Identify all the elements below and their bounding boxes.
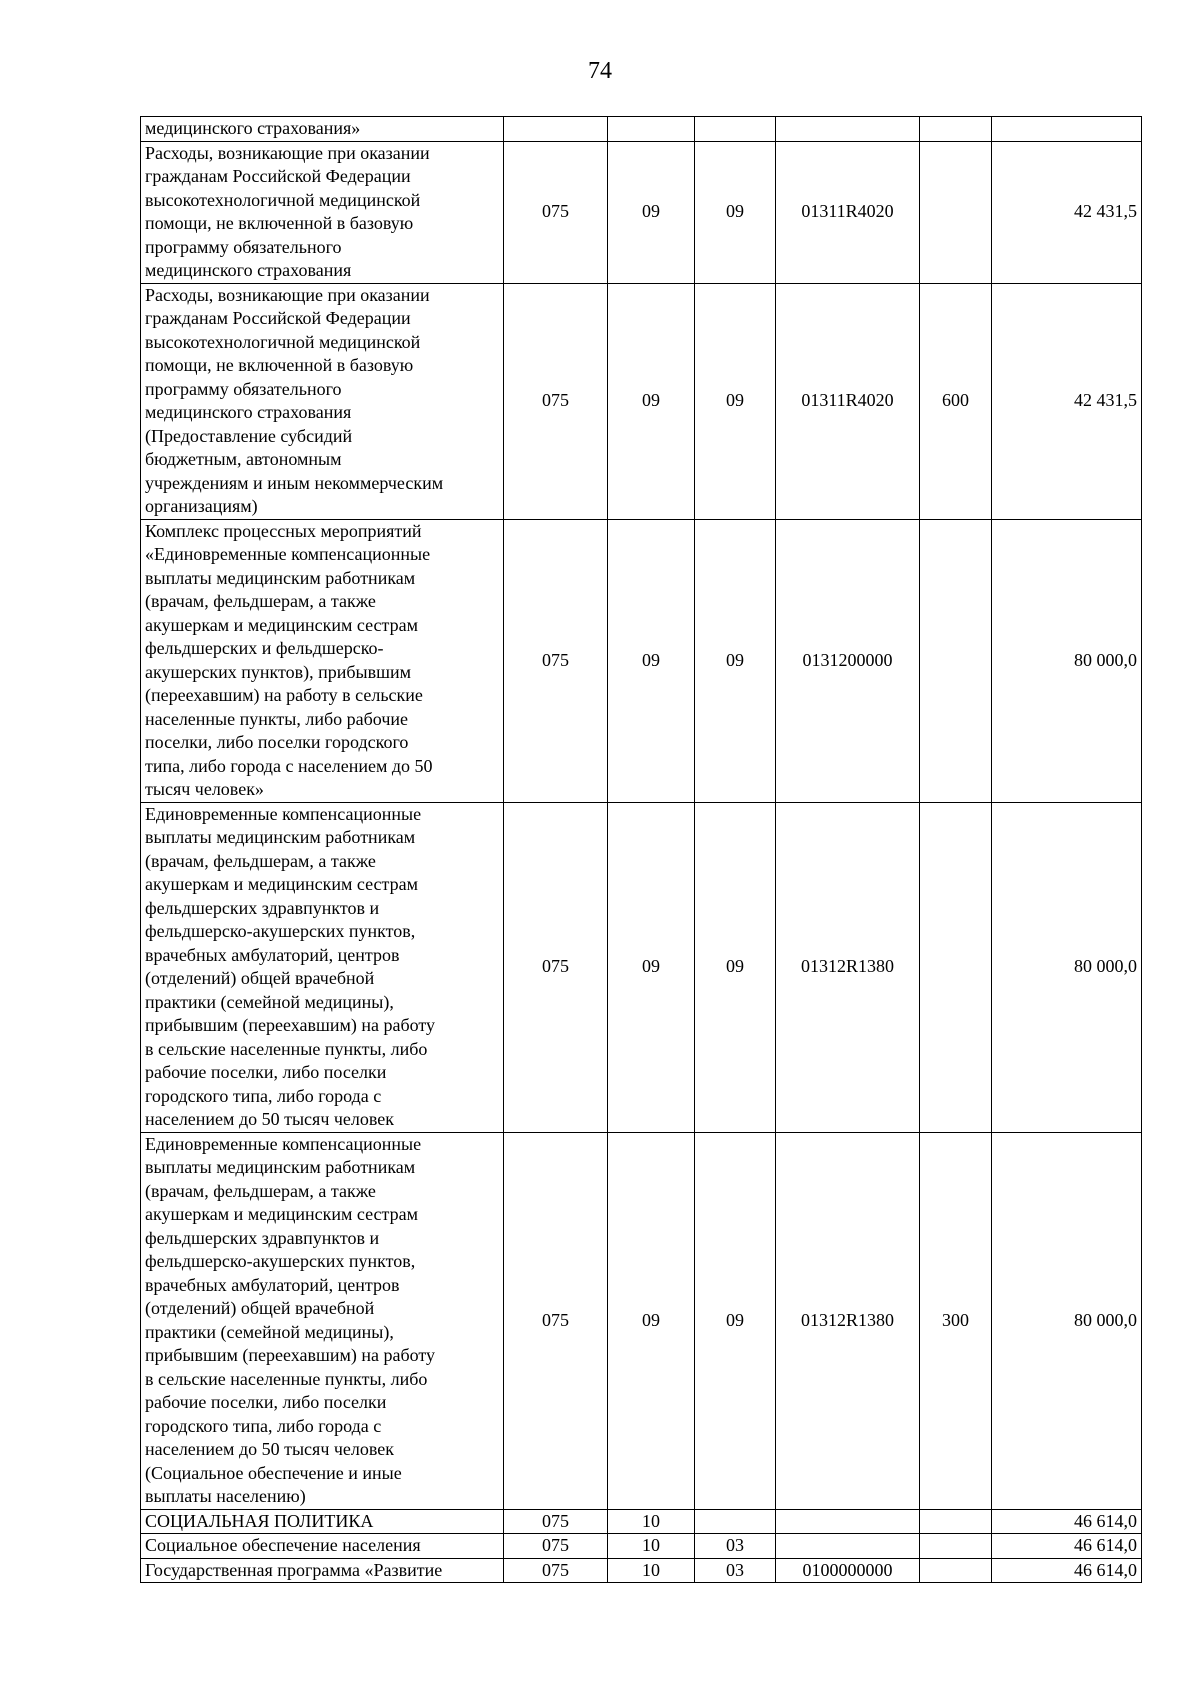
- subsection-code: 09: [695, 802, 776, 1132]
- expense-type-code: [920, 1558, 992, 1583]
- expense-type-code: 600: [920, 283, 992, 519]
- target-article-code: [776, 1534, 920, 1559]
- budget-table: [140, 116, 1142, 1583]
- target-article-code: 0131200000: [776, 519, 920, 802]
- section-code: 10: [608, 1509, 695, 1534]
- row-description: СОЦИАЛЬНАЯ ПОЛИТИКА: [141, 1509, 504, 1534]
- amount: 46 614,0: [992, 1534, 1142, 1559]
- target-article-code: [776, 117, 920, 142]
- row-description: Расходы, возникающие при оказании гражданам Российской Федерации высокотехнологичной медицинской помощи, не включенной в базовую программу обязательного медицинского страхования: [141, 141, 504, 283]
- department-code: 075: [504, 1534, 608, 1559]
- department-code: 075: [504, 802, 608, 1132]
- amount: 80 000,0: [992, 1132, 1142, 1509]
- expense-type-code: [920, 117, 992, 142]
- target-article-code: 01312R1380: [776, 802, 920, 1132]
- amount: 42 431,5: [992, 283, 1142, 519]
- subsection-code: 09: [695, 141, 776, 283]
- department-code: 075: [504, 519, 608, 802]
- row-description: медицинского страхования»: [141, 117, 504, 142]
- subsection-code: [695, 1509, 776, 1534]
- section-code: 09: [608, 802, 695, 1132]
- expense-type-code: [920, 141, 992, 283]
- subsection-code: 09: [695, 283, 776, 519]
- table-row: [141, 141, 1142, 283]
- row-description: Единовременные компенсационные выплаты медицинским работникам (врачам, фельдшерам, а также акушеркам и медицинским сестрам фельдшерских здравпунктов и фельдшерско-акушерских пунктов, врачебных амбулаторий, центров (отделений) общей врачебной практики (семейной медицины), прибывшим (переехавшим) на работу в сельские населенные пункты, либо рабочие поселки, либо поселки городского типа, либо города с населением до 50 тысяч человек (Социальное обеспечение и иные выплаты населению): [141, 1132, 504, 1509]
- table-row: [141, 1534, 1142, 1559]
- amount: [992, 117, 1142, 142]
- amount: 80 000,0: [992, 802, 1142, 1132]
- table-row: [141, 1132, 1142, 1509]
- subsection-code: 03: [695, 1534, 776, 1559]
- expense-type-code: [920, 802, 992, 1132]
- amount: 46 614,0: [992, 1558, 1142, 1583]
- section-code: 09: [608, 141, 695, 283]
- expense-type-code: [920, 1534, 992, 1559]
- table-row: [141, 519, 1142, 802]
- department-code: 075: [504, 1509, 608, 1534]
- section-code: 09: [608, 519, 695, 802]
- target-article-code: 01311R4020: [776, 283, 920, 519]
- department-code: 075: [504, 1132, 608, 1509]
- section-code: 10: [608, 1534, 695, 1559]
- amount: 42 431,5: [992, 141, 1142, 283]
- table-row: [141, 117, 1142, 142]
- table-row: [141, 1558, 1142, 1583]
- department-code: 075: [504, 141, 608, 283]
- page-number: 74: [588, 58, 612, 84]
- section-code: 09: [608, 283, 695, 519]
- section-code: 10: [608, 1558, 695, 1583]
- row-description: Единовременные компенсационные выплаты медицинским работникам (врачам, фельдшерам, а также акушеркам и медицинским сестрам фельдшерских здравпунктов и фельдшерско-акушерских пунктов, врачебных амбулаторий, центров (отделений) общей врачебной практики (семейной медицины), прибывшим (переехавшим) на работу в сельские населенные пункты, либо рабочие поселки, либо поселки городского типа, либо города с населением до 50 тысяч человек: [141, 802, 504, 1132]
- table-row: [141, 283, 1142, 519]
- row-description: Государственная программа «Развитие: [141, 1558, 504, 1583]
- expense-type-code: [920, 519, 992, 802]
- target-article-code: [776, 1509, 920, 1534]
- expense-type-code: [920, 1509, 992, 1534]
- subsection-code: 09: [695, 1132, 776, 1509]
- table-row: [141, 802, 1142, 1132]
- expense-type-code: 300: [920, 1132, 992, 1509]
- table-row: [141, 1509, 1142, 1534]
- section-code: 09: [608, 1132, 695, 1509]
- department-code: 075: [504, 1558, 608, 1583]
- department-code: 075: [504, 283, 608, 519]
- row-description: Социальное обеспечение населения: [141, 1534, 504, 1559]
- section-code: [608, 117, 695, 142]
- department-code: [504, 117, 608, 142]
- target-article-code: 0100000000: [776, 1558, 920, 1583]
- target-article-code: 01311R4020: [776, 141, 920, 283]
- subsection-code: [695, 117, 776, 142]
- subsection-code: 03: [695, 1558, 776, 1583]
- row-description: Расходы, возникающие при оказании гражданам Российской Федерации высокотехнологичной медицинской помощи, не включенной в базовую программу обязательного медицинского страхования (Предоставление субсидий бюджетным, автономным учреждениям и иным некоммерческим организациям): [141, 283, 504, 519]
- amount: 80 000,0: [992, 519, 1142, 802]
- target-article-code: 01312R1380: [776, 1132, 920, 1509]
- subsection-code: 09: [695, 519, 776, 802]
- amount: 46 614,0: [992, 1509, 1142, 1534]
- row-description: Комплекс процессных мероприятий «Единовременные компенсационные выплаты медицинским работникам (врачам, фельдшерам, а также акушеркам и медицинским сестрам фельдшерских и фельдшерско- акушерских пунктов), прибывшим (переехавшим) на работу в сельские населенные пункты, либо рабочие поселки, либо поселки городского типа, либо города с населением до 50 тысяч человек»: [141, 519, 504, 802]
